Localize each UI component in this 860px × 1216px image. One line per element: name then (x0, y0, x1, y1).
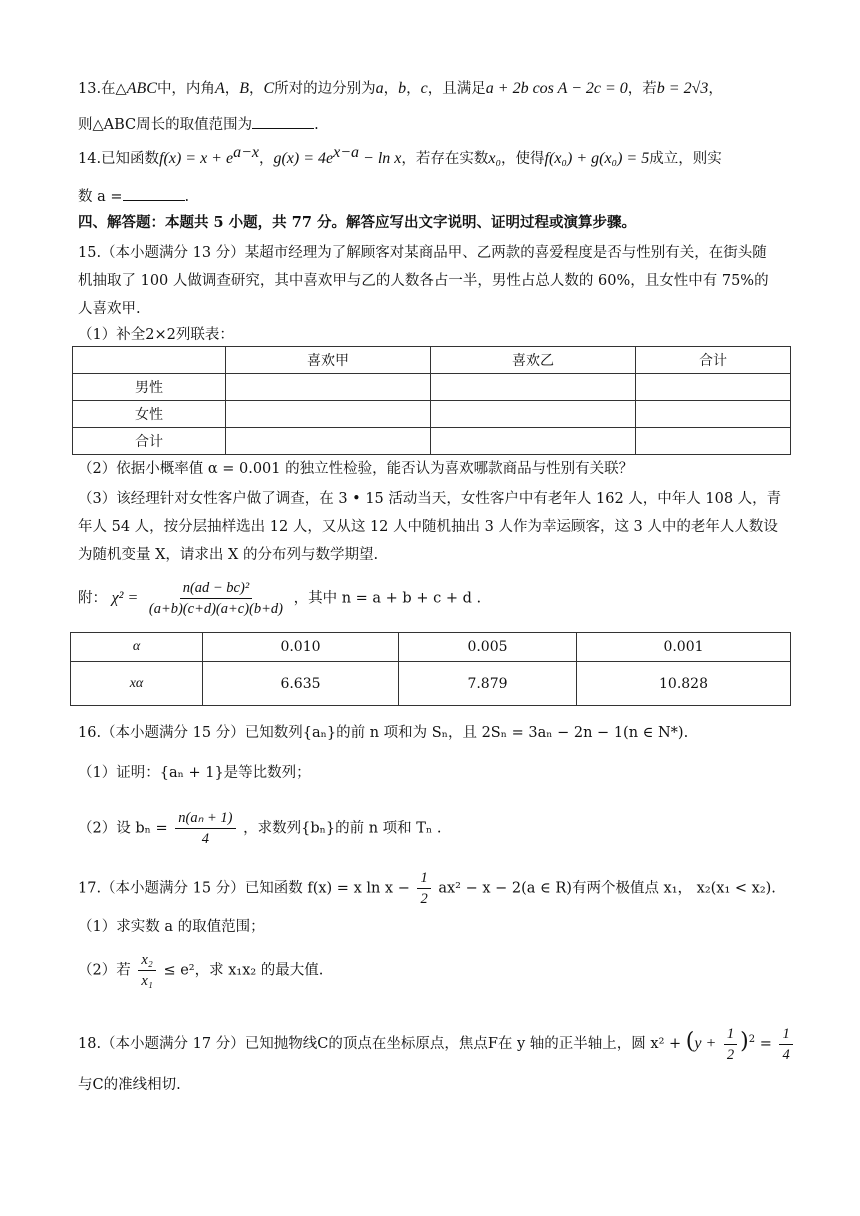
q17-stem (78, 868, 800, 909)
q16-numerator: n(aₙ + 1) (175, 808, 235, 829)
table-cell[interactable] (226, 374, 431, 401)
q16-stem: 16.（本小题满分 15 分）已知数列{aₙ}的前 n 项和为 Sₙ，且 2Sₙ = 3aₙ − 2n − 1(n ∈ N*). (78, 725, 689, 741)
table-row (73, 401, 791, 428)
q14-g-tail: − ln x (359, 150, 402, 167)
q14-question: 数 a = (78, 189, 123, 205)
q13-b: b (398, 80, 407, 97)
q18-half-num: 1 (724, 1024, 737, 1045)
alpha-value: 0.005 (399, 633, 577, 662)
q14-g-exponent: x−a (333, 144, 360, 162)
q13-answer-blank[interactable] (252, 114, 314, 129)
q14-answer-blank[interactable] (123, 186, 185, 201)
table-row (73, 374, 791, 401)
q18-stem-pre: 18.（本小题满分 17 分）已知抛物线C的顶点在坐标原点，焦点F在 y 轴的正半轴上，圆 x² + (78, 1036, 682, 1052)
q17-part2-post: ≤ e²，求 x₁x₂ 的最大值. (163, 962, 324, 979)
q15-part3-line1: （3）该经理针对女性客户做了调查，在 3 • 15 活动当天，女性客户中有老年人 162 人，中年人 108 人，青 (78, 491, 782, 507)
q14-line2 (78, 186, 800, 208)
x-alpha-label: xα (71, 662, 203, 706)
q14-condition: f(x₀) + g(x₀) = 5 (544, 150, 650, 167)
table-cell[interactable] (431, 428, 636, 455)
table-row (73, 428, 791, 455)
q13-C: C (263, 80, 275, 97)
q18-rhs-num: 1 (779, 1024, 792, 1045)
q13-c: c (420, 80, 428, 97)
q17-ratio-fraction (138, 950, 155, 991)
q15-part2: （2）依据小概率值 α = 0.001 的独立性检验，能否认为喜欢哪款商品与性别有关联？ (78, 461, 634, 477)
q14-prefix: 14.已知函数 (78, 151, 160, 167)
q14-f-exponent: a−x (233, 144, 259, 162)
row-label: 女性 (73, 401, 226, 428)
chi-fraction (146, 578, 286, 619)
table-header-cell: 喜欢乙 (431, 347, 636, 374)
q14-f-def: f(x) = x + e (159, 150, 234, 167)
table-cell[interactable] (636, 374, 791, 401)
q14-line1: 14.已知函数$f(x) = x + e^{a-x}$，$g(x) = 4e^{x-a} - \ln x$，若存在实数x₀，使得f(x₀) + g(x₀) = 5成立，则实 (78, 144, 722, 167)
q13-line1: 13.在△ABC中，内角A，B，C所对的边分别为a，b，c，且满足a + 2b cos A − 2c = 0，若b = 2√3， (78, 80, 723, 97)
q17-half-fraction (417, 868, 430, 909)
table-header-cell (73, 347, 226, 374)
critical-value: 6.635 (203, 662, 399, 706)
chi-lhs: χ² = (111, 589, 139, 607)
q18-half-den: 2 (726, 1046, 735, 1063)
q15-part3-line3: 为随机变量 X，请求出 X 的分布列与数学期望. (78, 547, 379, 563)
q17-ratio-num: x₂ (138, 950, 155, 971)
q18-stem: 18.（本小题满分 17 分）已知抛物线C的顶点在坐标原点，焦点F在 y 轴的正半轴上，圆 x² + (y + $\frac{1}{2}$ )$^2$ = $\frac{1}{4}$ (78, 1020, 800, 1066)
critical-value: 10.828 (577, 662, 791, 706)
q14-end: . (184, 189, 190, 205)
table-cell[interactable] (431, 401, 636, 428)
critical-value: 7.879 (399, 662, 577, 706)
q13-triangle: ABC (126, 80, 157, 97)
q13-end: . (314, 117, 319, 133)
appendix-label: 附： (78, 590, 107, 607)
q18-rhs-fraction (779, 1024, 792, 1065)
table-header-cell: 喜欢甲 (226, 347, 431, 374)
q17-part2 (78, 950, 800, 991)
q18-equals: = (759, 1036, 772, 1052)
q17-half-num: 1 (417, 868, 430, 889)
chi-tail: ，其中 n = a + b + c + d . (293, 590, 482, 607)
q18-y-term: y + (694, 1035, 717, 1052)
left-paren: ( (685, 1029, 695, 1054)
q16-part2-pre: （2）设 bₙ = (78, 820, 168, 837)
q13-mid: 中，内角 (156, 81, 215, 97)
q14-mid: ，若存在实数 (401, 151, 489, 167)
right-paren: ) (740, 1029, 749, 1054)
q17-part2-pre: （2）若 (78, 962, 131, 979)
q13-B: B (239, 80, 249, 97)
q17-stem-post: ax² − x − 2(a ∈ R)有两个极值点 x₁， x₂(x₁ < x₂). (438, 880, 776, 897)
section-heading: 四、解答题：本题共 5 小题，共 77 分。解答应写出文字说明、证明过程或演算步骤。 (78, 214, 636, 231)
chi-denominator: (a+b)(c+d)(a+c)(b+d) (148, 601, 283, 617)
alpha-value: 0.001 (577, 633, 791, 662)
q15-part3-line2: 年人 54 人，按分层抽样选出 12 人，又从这 12 人中随机抽出 3 人作为幸运顾客，这 3 人中的老年人人数设 (78, 519, 778, 535)
table-cell[interactable] (636, 401, 791, 428)
table-cell[interactable] (226, 428, 431, 455)
q13-line2 (78, 114, 800, 136)
q15-part1: （1）补全2×2列联表： (78, 327, 234, 343)
q14-x0: x₀ (488, 150, 502, 167)
q13-if-label: ，若 (627, 81, 657, 97)
q16-denominator: 4 (201, 831, 209, 847)
q17-stem-pre: 17.（本小题满分 15 分）已知函数 f(x) = x ln x − (78, 880, 410, 897)
alpha-label: α (71, 633, 203, 662)
q13-prefix: 13.在△ (78, 81, 127, 97)
q17-half-den: 2 (420, 891, 428, 907)
table-header-row (73, 347, 791, 374)
q13-cond-label: ，且满足 (427, 81, 486, 97)
q13-a: a (375, 80, 384, 97)
q16-fraction (175, 808, 235, 849)
table-cell[interactable] (636, 428, 791, 455)
q14-tail: 成立，则实 (649, 151, 722, 167)
q15-stem-line2: 机抽取了 100 人做调查研究，其中喜欢甲与乙的人数各占一半，男性占总人数的 60%，且女性中有 75%的 (78, 273, 769, 289)
contingency-table (72, 346, 791, 455)
q13-question: 则△ABC周长的取值范围为 (78, 117, 253, 133)
row-label: 合计 (73, 428, 226, 455)
q18-half-fraction (724, 1024, 737, 1065)
table-cell[interactable] (226, 401, 431, 428)
q18-line2: 与C的准线相切. (78, 1077, 181, 1093)
q16-part2 (78, 808, 800, 849)
alpha-row (71, 633, 791, 662)
table-cell[interactable] (431, 374, 636, 401)
q14-g-def: g(x) = 4e (273, 150, 334, 167)
q15-stem-line1: 15.（本小题满分 13 分）某超市经理为了解顾客对某商品甲、乙两款的喜爱程度是否与性别有关，在街头随 (78, 245, 767, 261)
q13-b-value: b = 2√3 (656, 80, 709, 97)
q18-rhs-den: 4 (782, 1046, 790, 1063)
critical-row (71, 662, 791, 706)
row-label: 男性 (73, 374, 226, 401)
chi-square-formula (78, 578, 800, 619)
chi-numerator: n(ad − bc)² (180, 578, 252, 599)
alpha-value: 0.010 (203, 633, 399, 662)
q13-A: A (214, 80, 225, 97)
q16-part2-post: ，求数列{bₙ}的前 n 项和 Tₙ . (243, 820, 442, 837)
critical-value-table (70, 632, 791, 706)
q13-rest: 所对的边分别为 (274, 81, 376, 97)
q14-cond-text: ，使得 (501, 151, 545, 167)
q16-part1: （1）证明：{aₙ + 1}是等比数列； (78, 765, 311, 781)
q15-stem-line3: 人喜欢甲. (78, 301, 141, 317)
table-header-cell: 合计 (636, 347, 791, 374)
q17-part1: （1）求实数 a 的取值范围； (78, 919, 265, 935)
q17-ratio-den: x₁ (141, 973, 153, 989)
q13-condition: a + 2b cos A − 2c = 0 (485, 80, 628, 97)
